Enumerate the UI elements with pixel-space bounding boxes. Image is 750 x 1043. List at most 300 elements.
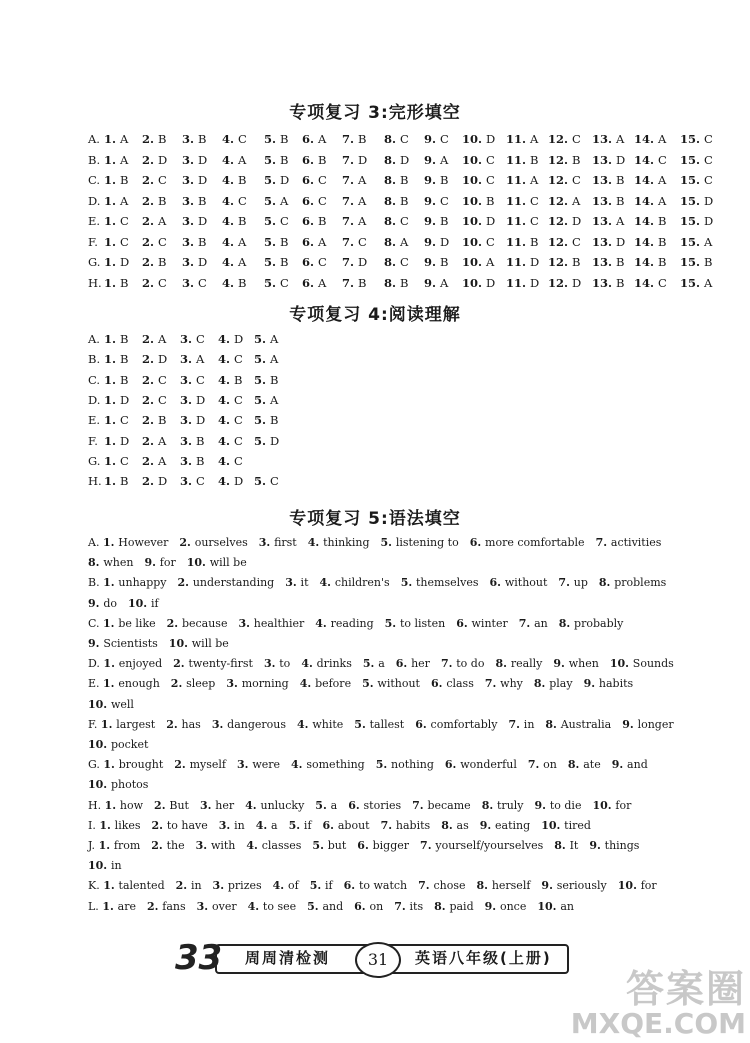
grammar-line [88, 836, 650, 856]
answer-item: 10. C [462, 152, 495, 167]
answer-item: 6. C [302, 193, 327, 208]
answer-item: 5. A [254, 392, 279, 407]
answer-item: 3. her [199, 798, 246, 812]
answer-item: 7. up [558, 576, 599, 590]
answer-item: 1. C [104, 413, 129, 428]
answer-item: 10. pocket [88, 738, 160, 751]
answer-item: 3. were [237, 758, 292, 772]
answer-item: 7. B [342, 275, 367, 290]
answer-item: 7. on [527, 758, 568, 772]
answer-item: 12. A [548, 193, 581, 208]
answer-item: 2. A [142, 214, 167, 228]
answer-item: 8. herself [476, 879, 542, 893]
answer-item: 1. B [104, 173, 129, 187]
answer-item: 3. in [218, 818, 256, 832]
answer-item: 8. really [495, 657, 554, 671]
answer-item: 6. without [489, 576, 559, 590]
row-label: G. [88, 453, 101, 468]
answer-item: 2. D [142, 352, 168, 367]
row-label: E. [88, 214, 101, 228]
answer-item: 5. D [264, 173, 290, 187]
answer-item: 1. from [98, 839, 152, 852]
answer-item: 1. D [104, 433, 130, 448]
answer-item: 9. longer [622, 717, 685, 731]
row-label: C. [88, 372, 101, 387]
answer-item: 3. prizes [212, 879, 273, 893]
answer-item: 8. when [88, 556, 145, 570]
answer-item: 9. B [424, 173, 449, 187]
answer-item: 12. B [548, 255, 581, 269]
grammar-line [88, 553, 258, 573]
answer-item: 1. D [104, 392, 130, 407]
answer-item: 9. and [611, 758, 659, 772]
answer-item: 8. as [441, 818, 480, 832]
answer-item: F. [88, 717, 101, 731]
answer-item: 5. tallest [354, 717, 416, 731]
answer-item: B. [88, 576, 104, 590]
answer-item: 2. C [142, 392, 167, 407]
answer-item: 9. D [424, 234, 450, 249]
answer-item: I. [88, 818, 100, 832]
answer-item: 5. a [315, 798, 349, 812]
answer-item: 14. A [634, 173, 667, 187]
answer-item: 9. for [144, 556, 187, 570]
answer-item: 15. D [680, 193, 714, 208]
answer-item: 7. yourself/yourselves [420, 839, 555, 852]
answer-item: 5. B [254, 372, 279, 387]
answer-item: 1. B [104, 474, 129, 489]
section-title-cloze: 专项复习 3:完形填空 [289, 103, 461, 123]
answer-item: 2. B [142, 193, 167, 208]
answer-item: 1. A [104, 132, 129, 146]
answer-item: 5. a [362, 657, 396, 671]
row-label: D. [88, 193, 101, 208]
answer-item: 6. wonderful [444, 758, 528, 772]
answer-item: 5. but [312, 839, 358, 852]
page-footer [175, 936, 575, 980]
answer-item: 4. B [218, 372, 243, 387]
answer-item: 8. C [384, 214, 409, 228]
answer-item: 7. B [342, 132, 367, 146]
answer-item: 7. A [342, 193, 367, 208]
answer-item: 10. D [462, 214, 496, 228]
answer-item: 6. B [302, 152, 327, 167]
answer-item: 7. an [518, 616, 559, 630]
answer-item: 5. C [264, 214, 289, 228]
answer-item: 6. C [302, 255, 327, 269]
answer-item: 10. C [462, 173, 495, 187]
answer-item: 5. without [362, 677, 431, 691]
answer-item: 2. A [142, 453, 167, 468]
answer-item: 1. A [104, 193, 129, 208]
answer-item: 3. C [180, 332, 205, 346]
grammar-line [88, 695, 145, 715]
answer-item: 6. B [302, 214, 327, 228]
answer-item: 1. unhappy [103, 576, 178, 590]
answer-item: 11. C [506, 214, 539, 228]
answer-item: 4. thinking [307, 536, 381, 549]
answer-item: 7. in [508, 717, 546, 731]
answer-item: 1. C [104, 234, 129, 249]
answer-item: 8. It [554, 839, 590, 852]
answer-item: 1. how [104, 798, 155, 812]
row-label: H. [88, 275, 102, 290]
answer-item: 10. B [462, 193, 495, 208]
answer-item: 9. seriously [541, 879, 618, 893]
answer-item: 7. activities [595, 536, 673, 549]
answer-item: 3. C [180, 372, 205, 387]
answer-item: 8. paid [434, 899, 485, 913]
grammar-line [88, 856, 133, 876]
answer-item: 5. D [254, 433, 280, 448]
answer-item: 2. C [142, 275, 167, 290]
answer-item: 4. classes [246, 839, 313, 852]
answer-item: 6. bigger [357, 839, 421, 852]
answer-item: 11. B [506, 234, 539, 249]
answer-item: 6. more comfortable [469, 536, 596, 549]
grammar-line [88, 876, 668, 896]
answer-item: 2. B [142, 413, 167, 428]
answer-item: 10. for [592, 798, 643, 812]
answer-item: 9. C [424, 132, 449, 146]
answer-item: 1. brought [103, 758, 175, 772]
answer-item: 9. to die [534, 798, 593, 812]
answer-item: 4. drinks [301, 657, 363, 671]
answer-item: 2. has [166, 717, 212, 731]
answer-item: 7. chose [418, 879, 477, 893]
answer-item: 2. sleep [170, 677, 227, 691]
answer-item: 4. before [299, 677, 363, 691]
answer-item: 2. in [175, 879, 213, 893]
answer-item: 14. C [634, 275, 667, 290]
answer-item: 4. children's [319, 576, 401, 590]
answer-item: 1. B [104, 275, 129, 290]
answer-item: 11. A [506, 132, 539, 146]
section-title-reading: 专项复习 4:阅读理解 [289, 305, 461, 325]
answer-item: 4. B [222, 214, 247, 228]
answer-item: 7. to do [440, 657, 496, 671]
answer-item: A. [88, 536, 103, 549]
answer-item: 2. ourselves [179, 536, 259, 549]
answer-item: 4. C [222, 132, 247, 146]
site-watermark [571, 969, 746, 1039]
answer-item: 5. listening to [380, 536, 470, 549]
answer-item: 11. A [506, 173, 539, 187]
answer-item: 12. C [548, 132, 581, 146]
answer-item: 1. be like [103, 616, 167, 630]
answer-item: E. [88, 677, 104, 691]
page-number: 31 [355, 942, 401, 978]
answer-item: 8. Australia [545, 717, 623, 731]
answer-item: 10. an [537, 899, 585, 913]
answer-item: 9. Scientists [88, 637, 169, 650]
answer-item: 4. A [222, 234, 247, 249]
answer-item: 3. over [196, 899, 248, 913]
answer-item: 10. will be [168, 637, 240, 650]
watermark-url: MXQE.COM [570, 1007, 746, 1040]
answer-item: 8. B [384, 173, 409, 187]
answer-item: 10. will be [186, 556, 258, 570]
answer-item: 10. in [88, 859, 133, 873]
grammar-line [88, 735, 159, 755]
answer-item: 8. D [384, 152, 410, 167]
answer-item: 3. morning [226, 677, 300, 691]
answer-item: 12. C [548, 173, 581, 187]
grammar-line [88, 654, 685, 674]
answer-item: 13. B [592, 255, 625, 269]
answer-item: 2. C [142, 234, 167, 249]
answer-item: 12. C [548, 234, 581, 249]
answer-item: 6. to watch [343, 879, 419, 893]
answer-item: 8. B [384, 193, 409, 208]
answer-item: 9. A [424, 275, 449, 290]
series-title: 周周清检测 [245, 949, 331, 967]
answer-item: 14. B [634, 255, 667, 269]
answer-item: 8. problems [598, 576, 678, 590]
answer-item: 13. A [592, 132, 625, 146]
grammar-line [88, 796, 642, 816]
answer-item: 5. A [254, 332, 279, 346]
answer-item: 4. C [218, 392, 243, 407]
answer-item: 2. to have [151, 818, 219, 832]
row-label: B. [88, 352, 101, 367]
answer-item: 3. D [182, 173, 208, 187]
answer-item: 10. D [462, 132, 496, 146]
answer-item: 2. C [142, 173, 167, 187]
answer-item: C. [88, 616, 104, 630]
answer-item: 14. B [634, 214, 667, 228]
answer-item: 1. enough [103, 677, 171, 691]
row-label: E. [88, 413, 101, 428]
answer-item: 4. C [222, 193, 247, 208]
row-label: D. [88, 392, 101, 407]
answer-item: 5. C [264, 275, 289, 290]
answer-item: 13. D [592, 152, 626, 167]
answer-item: 7. D [342, 152, 368, 167]
answer-item: 2. B [142, 255, 167, 269]
answer-item: 6. A [302, 234, 327, 249]
answer-item: 3. B [180, 453, 205, 468]
brand-logo: 3 3 [175, 938, 217, 978]
answer-item: 2. D [142, 152, 168, 167]
row-label: G. [88, 255, 101, 269]
answer-item: 5. A [254, 352, 279, 367]
answer-item: 12. B [548, 152, 581, 167]
grammar-line [88, 614, 634, 634]
answer-item: 9. things [589, 839, 651, 852]
answer-item: 14. A [634, 132, 667, 146]
answer-item: 11. D [506, 275, 540, 290]
answer-item: 12. D [548, 214, 582, 228]
answer-item: 14. B [634, 234, 667, 249]
answer-item: 6. A [302, 132, 327, 146]
answer-item: 3. C [180, 474, 205, 489]
answer-item: 2. But [154, 798, 200, 812]
answer-item: 3. D [182, 255, 208, 269]
answer-item: 13. B [592, 193, 625, 208]
section-title-grammar: 专项复习 5:语法填空 [289, 509, 461, 529]
answer-item: 1. B [104, 352, 129, 367]
answer-item: 10. C [462, 234, 495, 249]
answer-item: 3. C [182, 275, 207, 290]
answer-item: 3. B [182, 234, 207, 249]
answer-item: 7. why [484, 677, 534, 691]
answer-item: 2. fans [146, 899, 197, 913]
answer-item: 10. D [462, 275, 496, 290]
answer-item: 2. C [142, 372, 167, 387]
answer-item: 7. D [342, 255, 368, 269]
answer-item: 4. D [218, 332, 244, 346]
answer-item: 5. themselves [400, 576, 490, 590]
answer-item: 2. D [142, 474, 168, 489]
answer-item: 13. B [592, 173, 625, 187]
grammar-line [88, 674, 644, 694]
answer-item: 10. well [88, 697, 145, 711]
answer-item: 1. C [104, 453, 129, 468]
answer-item: L. [88, 899, 103, 913]
answer-item: 15. B [680, 255, 713, 269]
answer-item: 5. B [264, 132, 289, 146]
answer-item: 9. B [424, 214, 449, 228]
book-title: 英语八年级(上册) [415, 949, 552, 967]
answer-item: 9. habits [583, 677, 645, 691]
answer-item: 3. D [182, 152, 208, 167]
answer-item: 3. it [285, 576, 320, 590]
answer-item: 1. C [104, 214, 129, 228]
answer-item: 6. on [354, 899, 395, 913]
answer-item: 7. became [412, 798, 482, 812]
answer-item: 1. largest [100, 717, 167, 731]
answer-item: 7. its [394, 899, 435, 913]
answer-item: 9. when [553, 657, 610, 671]
answer-item: 5. if [288, 818, 323, 832]
answer-item: 3. B [182, 132, 207, 146]
answer-item: 4. C [218, 453, 243, 468]
answer-item: 4. C [218, 352, 243, 367]
answer-item: 7. A [342, 214, 367, 228]
answer-item: 4. C [218, 413, 243, 428]
answer-item: 9. C [424, 193, 449, 208]
answer-item: 3. dangerous [211, 717, 298, 731]
answer-item: 10. tired [541, 818, 602, 832]
answer-item: G. [88, 758, 104, 772]
row-label: A. [88, 132, 100, 146]
answer-item: 15. D [680, 214, 714, 228]
answer-item: 9. A [424, 152, 449, 167]
answer-item: 9. B [424, 255, 449, 269]
answer-item: 4. A [222, 152, 247, 167]
answer-item: 15. A [680, 275, 713, 290]
answer-item: 5. B [264, 234, 289, 249]
grammar-line [88, 715, 685, 735]
answer-item: 5. A [264, 193, 289, 208]
answer-item: 13. B [592, 275, 625, 290]
answer-item: 8. B [384, 275, 409, 290]
row-label: A. [88, 332, 100, 346]
answer-item: 1. However [102, 536, 180, 549]
answer-item: 4. C [218, 433, 243, 448]
answer-item: 5. nothing [375, 758, 445, 772]
answer-item: 6. about [322, 818, 381, 832]
answer-item: 5. B [254, 413, 279, 428]
grammar-line [88, 816, 602, 836]
answer-item: 15. A [680, 234, 713, 249]
row-label: H. [88, 474, 102, 489]
answer-item: 3. B [182, 193, 207, 208]
answer-item: 8. play [533, 677, 584, 691]
answer-item: 1. B [104, 372, 129, 387]
answer-item: 9. eating [479, 818, 542, 832]
grammar-line [88, 533, 672, 553]
answer-item: 6. winter [456, 616, 519, 630]
answer-item: 4. white [297, 717, 355, 731]
answer-item: 2. understanding [177, 576, 286, 590]
grammar-line [88, 755, 659, 775]
answer-item: 9. do [88, 596, 128, 610]
answer-item: 2. the [151, 839, 196, 852]
answer-item: 2. A [142, 433, 167, 448]
answer-item: H. [88, 798, 105, 812]
answer-item: 8. C [384, 255, 409, 269]
answer-item: 4. something [291, 758, 376, 772]
answer-item: 14. C [634, 152, 667, 167]
answer-item: 4. A [222, 255, 247, 269]
answer-item: K. [88, 879, 104, 893]
answer-item: 13. D [592, 234, 626, 249]
answer-item: 8. C [384, 132, 409, 146]
answer-item: 3. D [182, 214, 208, 228]
answer-item: 3. D [180, 392, 206, 407]
answer-item: 15. C [680, 152, 713, 167]
answer-item: 8. truly [481, 798, 535, 812]
answer-item: 13. A [592, 214, 625, 228]
answer-item: 1. likes [99, 818, 152, 832]
grammar-line [88, 634, 240, 654]
answer-item: 11. B [506, 152, 539, 167]
answer-item: 2. B [142, 132, 167, 146]
answer-item: 4. B [222, 173, 247, 187]
answer-item: 10. for [617, 879, 668, 893]
answer-item: 4. of [272, 879, 310, 893]
answer-item: 4. a [255, 818, 289, 832]
answer-item: 5. if [309, 879, 344, 893]
grammar-line [88, 897, 585, 917]
answer-item: 4. B [222, 275, 247, 290]
answer-item: 3. D [180, 413, 206, 428]
answer-item: 6. comfortably [415, 717, 509, 731]
row-label: B. [88, 152, 101, 167]
grammar-line [88, 594, 170, 614]
row-label: F. [88, 433, 98, 448]
answer-item: 1. enjoyed [103, 657, 174, 671]
answer-item: 14. A [634, 193, 667, 208]
answer-item: 5. B [264, 255, 289, 269]
answer-item: 10. photos [88, 778, 160, 792]
answer-item: 8. ate [567, 758, 612, 772]
answer-item: 11. C [506, 193, 539, 208]
answer-item: 7. habits [380, 818, 442, 832]
answer-item: 10. A [462, 255, 495, 269]
answer-item: 5. C [254, 474, 279, 489]
answer-item: 1. A [104, 152, 129, 167]
answer-item: 11. D [506, 255, 540, 269]
answer-item: 2. A [142, 332, 167, 346]
answer-item: 6. stories [348, 798, 413, 812]
answer-item: 6. C [302, 173, 327, 187]
answer-item: 2. myself [174, 758, 237, 772]
answer-item: 2. because [166, 616, 239, 630]
answer-item: 3. first [258, 536, 308, 549]
